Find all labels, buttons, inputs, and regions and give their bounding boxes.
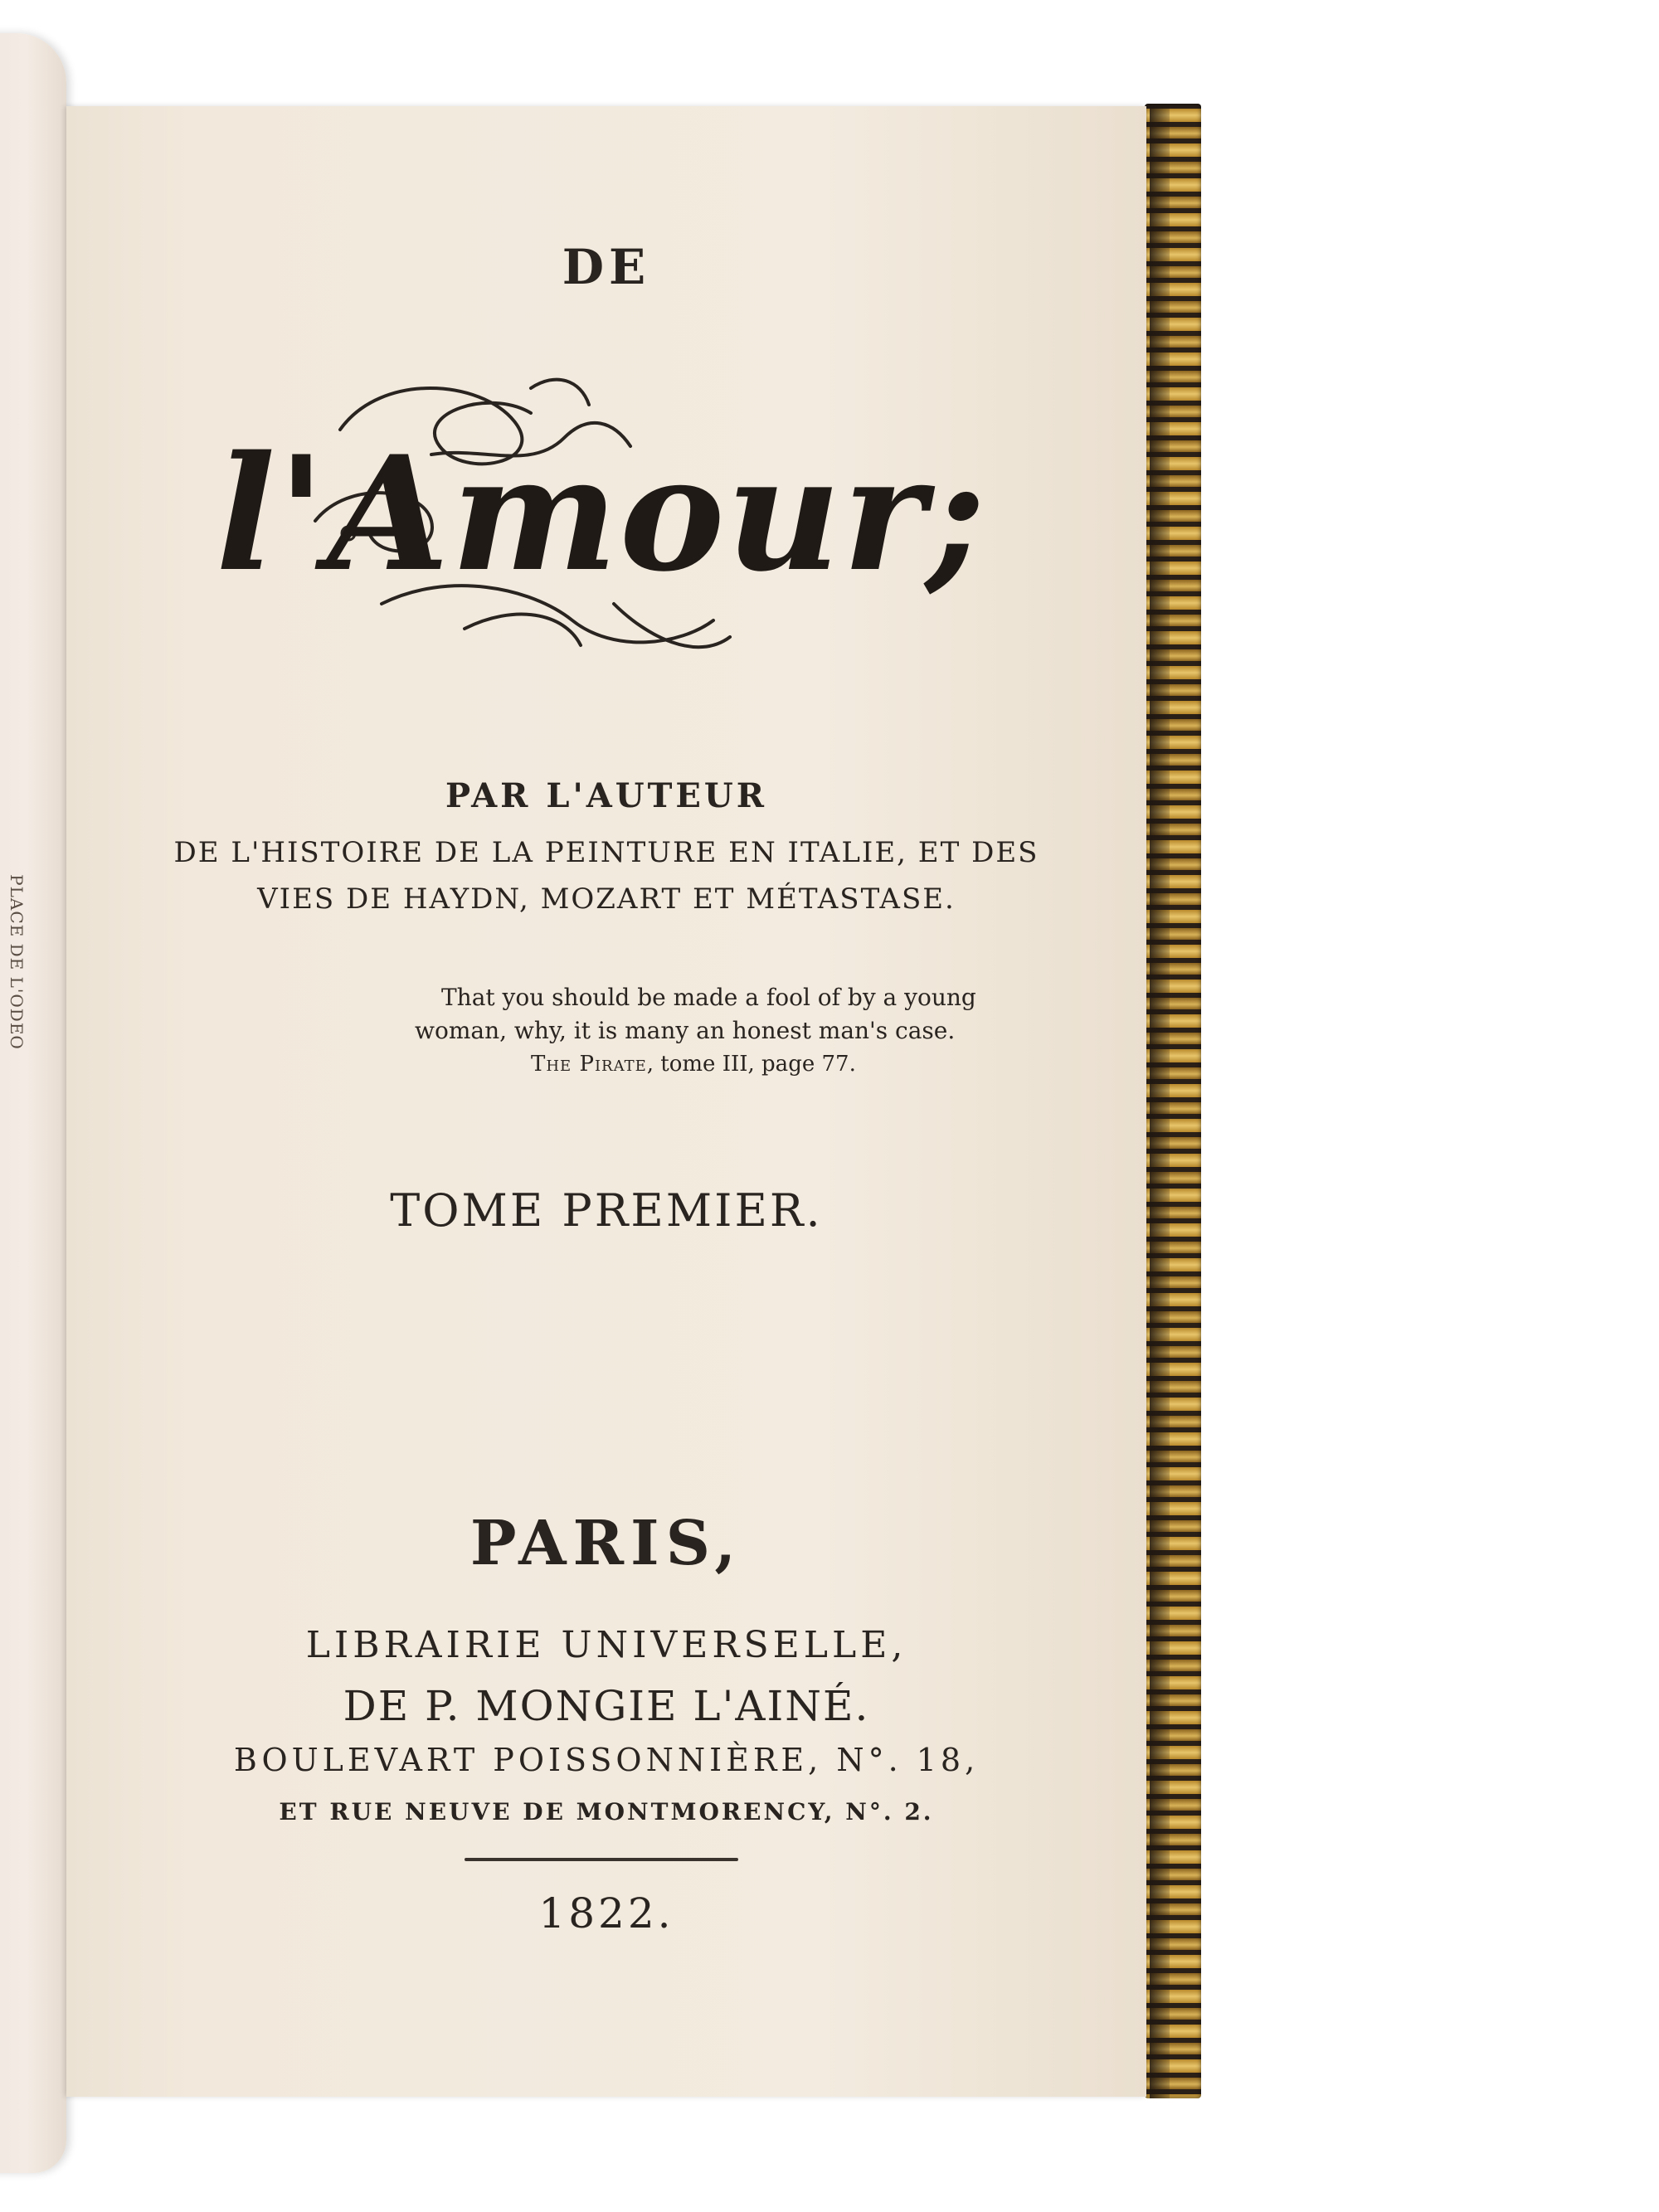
publisher-line-2: DE P. MONGIE L'AINÉ. [343,1682,870,1730]
author-line: PAR L'AUTEUR [445,776,768,815]
epigraph-line-2: woman, why, it is many an honest man's case. [415,1017,956,1044]
verso-spine-label [0,871,33,1053]
ornamental-title [216,355,987,670]
imprint-rule [465,1858,738,1861]
epigraph-reference: , tome III, page 77. [646,1052,856,1077]
title-page [66,106,1146,2097]
volume-label: TOME PREMIER. [390,1184,823,1237]
publisher-line-1: LIBRAIRIE UNIVERSELLE, [305,1624,907,1666]
imprint-year: 1822. [538,1889,674,1937]
imprint-city: PARIS, [469,1508,743,1579]
epigraph-citation [531,1052,856,1077]
works-line-1: DE L'HISTOIRE DE LA PEINTURE EN ITALIE, ET DES [173,836,1039,869]
verso-spine-text: PLACE DE L'ODEO [7,874,27,1050]
address-line-1: BOULEVART POISSONNIÈRE, N°. 18, [233,1742,980,1778]
verso-page-edge [0,33,66,2173]
epigraph-source: The Pirate [531,1052,647,1077]
epigraph-line-1: That you should be made a fool of by a young [441,984,976,1011]
leather-spine-shadow [1150,104,1170,2098]
title-amour: l'Amour; [216,421,987,606]
works-line-2: VIES DE HAYDN, MOZART ET MÉTASTASE. [257,882,956,916]
address-line-2: ET RUE NEUVE DE MONTMORENCY, N°. 2. [279,1798,934,1826]
title-prefix: DE [562,239,651,295]
